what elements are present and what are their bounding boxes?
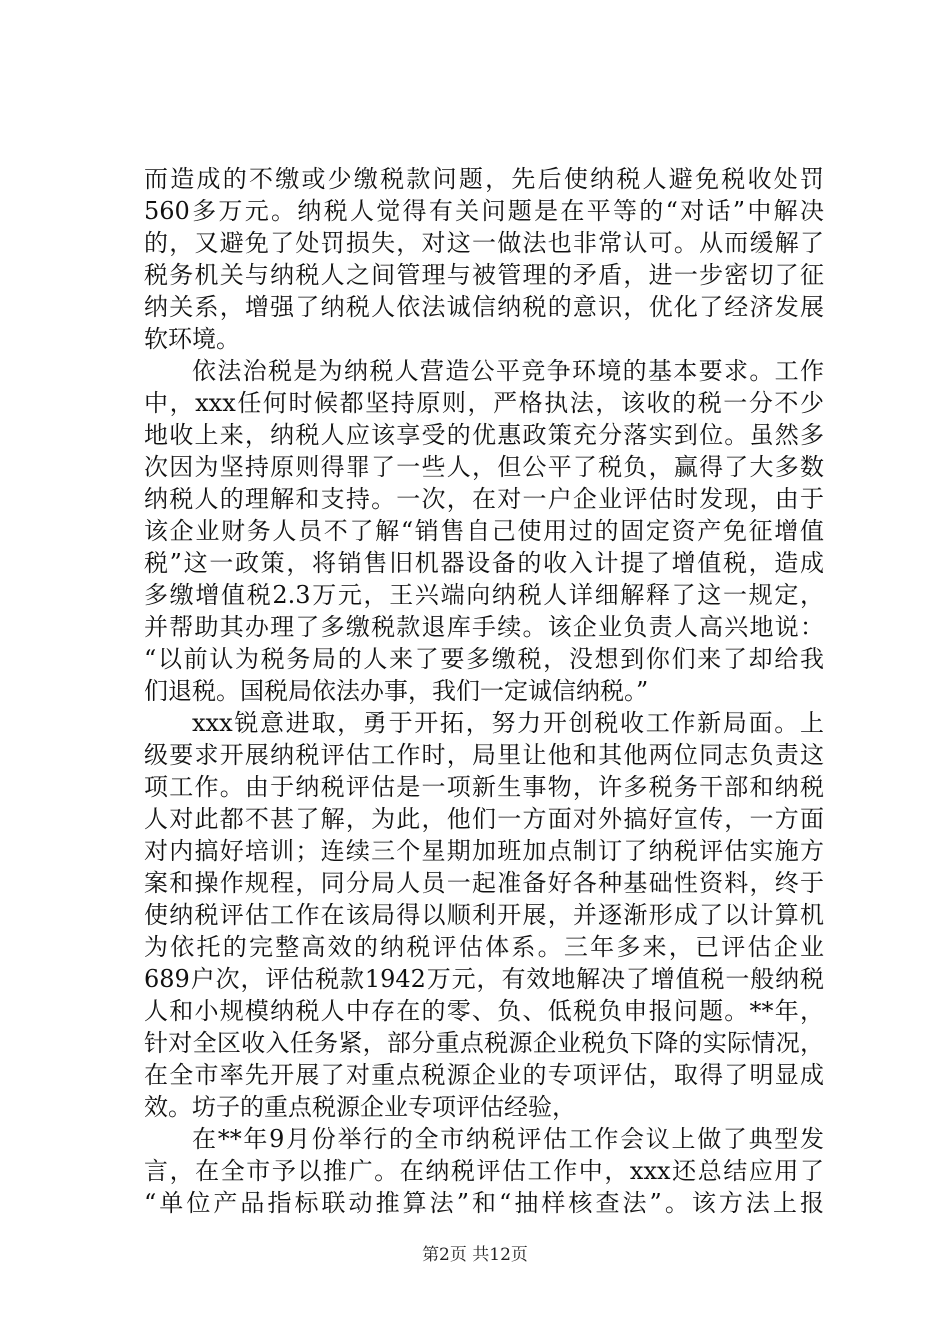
text-line: 税”这一政策，将销售旧机器设备的收入计提了增值税，造成 [144,549,824,577]
text-line: 软环境。 [144,325,240,353]
text-line: 使纳税评估工作在该局得以顺利开展，并逐渐形成了以计算机 [144,901,824,929]
text-line: 次因为坚持原则得罪了一些人，但公平了税负，赢得了大多数 [144,453,824,481]
text-line: 为依托的完整高效的纳税评估体系。三年多来，已评估企业 [144,933,824,961]
text-line: 中，xxx任何时候都坚持原则，严格执法，该收的税一分不少 [144,389,824,417]
text-line: 689户次，评估税款1942万元，有效地解决了增值税一般纳税 [144,965,824,993]
text-line: 纳税人的理解和支持。一次，在对一户企业评估时发现，由于 [144,485,824,513]
paragraph-first-line: 在**年9月份举行的全市纳税评估工作会议上做了典型发 [192,1125,824,1153]
text-line: 并帮助其办理了多缴税款退库手续。该企业负责人高兴地说： [144,613,824,641]
text-line: “以前认为税务局的人来了要多缴税，没想到你们来了却给我 [144,645,824,673]
text-line: 级要求开展纳税评估工作时，局里让他和其他两位同志负责这 [144,741,824,769]
page-number-footer: 第2页 共12页 [422,1245,528,1265]
text-line: 项工作。由于纳税评估是一项新生事物，许多税务干部和纳税 [144,773,824,801]
text-line: 们退税。国税局依法办事，我们一定诚信纳税。” [144,677,649,705]
text-line: 言，在全市予以推广。在纳税评估工作中，xxx还总结应用了 [144,1157,824,1185]
text-line: 税务机关与纳税人之间管理与被管理的矛盾，进一步密切了征 [144,261,824,289]
text-line: 纳关系，增强了纳税人依法诚信纳税的意识，优化了经济发展 [144,293,824,321]
text-line: 案和操作规程，同分局人员一起准备好各种基础性资料，终于 [144,869,824,897]
text-line: 针对全区收入任务紧，部分重点税源企业税负下降的实际情况， [144,1029,824,1057]
text-line: 人对此都不甚了解，为此，他们一方面对外搞好宣传，一方面 [144,805,824,833]
text-line: 该企业财务人员不了解“销售自己使用过的固定资产免征增值 [144,517,824,545]
text-line: 人和小规模纳税人中存在的零、负、低税负申报问题。**年， [144,997,824,1025]
text-line: 而造成的不缴或少缴税款问题，先后使纳税人避免税收处罚 [144,165,824,193]
text-line: 多缴增值税2.3万元，王兴端向纳税人详细解释了这一规定， [144,581,824,609]
text-line: “单位产品指标联动推算法”和“抽样核查法”。该方法上报 [144,1189,824,1217]
text-line: 在全市率先开展了对重点税源企业的专项评估，取得了明显成 [144,1061,824,1089]
text-line: 地收上来，纳税人应该享受的优惠政策充分落实到位。虽然多 [144,421,824,449]
text-line: 560多万元。纳税人觉得有关问题是在平等的“对话”中解决 [144,197,824,225]
text-line: 效。坊子的重点税源企业专项评估经验， [144,1093,576,1121]
paragraph-first-line: xxx锐意进取，勇于开拓，努力开创税收工作新局面。上 [192,709,824,737]
text-line: 对内搞好培训；连续三个星期加班加点制订了纳税评估实施方 [144,837,824,865]
text-line: 的，又避免了处罚损失，对这一做法也非常认可。从而缓解了 [144,229,824,257]
paragraph-first-line: 依法治税是为纳税人营造公平竞争环境的基本要求。工作 [192,357,824,385]
